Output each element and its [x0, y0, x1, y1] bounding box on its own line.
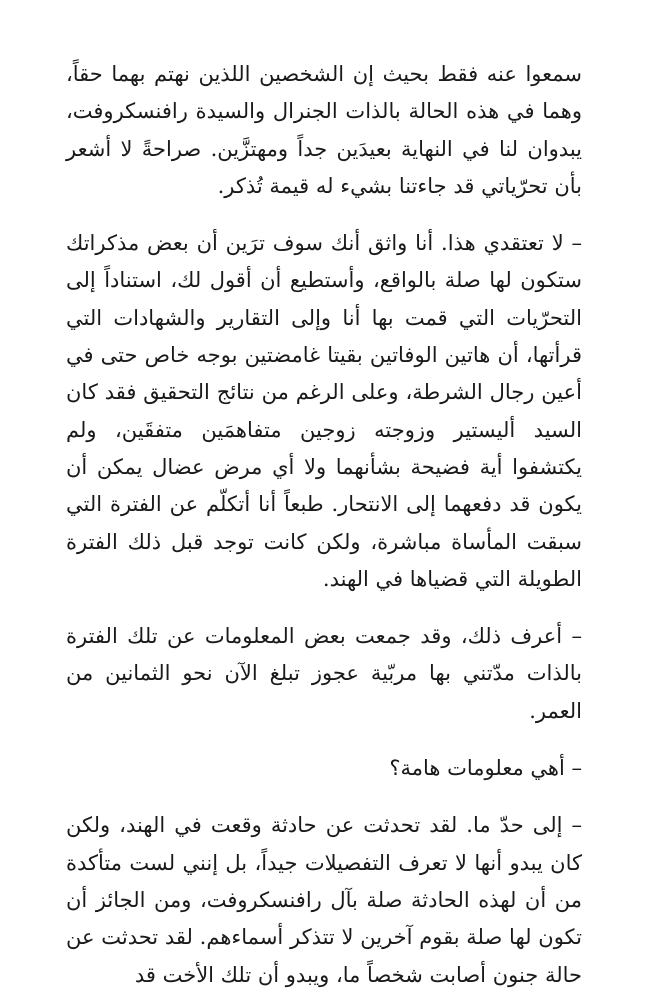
paragraph-3: – أعرف ذلك، وقد جمعت بعض المعلومات عن تلك الفترة بالذات مدّتني بها مربّية عجوز تبلغ الآن نحو الثمانين من العمر. [66, 624, 582, 723]
paragraph-4: – أهي معلومات هامة؟ [389, 756, 582, 781]
paragraph-5: – إلى حدّ ما. لقد تحدثت عن حادثة وقعت في الهند، ولكن كان يبدو أنها لا تعرف التفصيلات جيداً، بل إنني لست متأكدة من أن لهذه الحادثة صلة بآل رافنسكروفت، ومن الجائز أن تكون لها صلة بقوم آخرين لا تتذكر أسماءهم. لقد تحدثت عن حالة جنون أصابت شخصاً ما، ويبدو أن تلك الأخت قد [66, 813, 582, 987]
paragraph-2: – لا تعتقدي هذا. أنا واثق أنك سوف ترَين أن بعض مذكراتك ستكون لها صلة بالواقع، وأستطيع أن أقول لك، استناداً إلى التحرّيات التي قمت بها أنا وإلى التقارير والشهادات التي قرأتها، أن هاتين الوفاتين بقيتا غامضتين بوجه خاص حتى في أعين رجال الشرطة، وعلى الرغم من نتائج التحقيق فقد كان السيد أليستير وزوجته زوجين متفاهمَين متفقَين، ولم يكتشفوا أية فضيحة بشأنهما ولا أي مرض عضال يمكن أن يكون قد دفعهما إلى الانتحار. طبعاً أنا أتكلّم عن الفترة التي سبقت المأساة مباشرة، ولكن كانت توجد قبل ذلك الفترة الطويلة التي قضياها في الهند. [66, 231, 583, 591]
paragraph-1: سمعوا عنه فقط بحيث إن الشخصين اللذين نهتم بهما حقاً، وهما في هذه الحالة بالذات الجنرال والسيدة رافنسكروفت، يبدوان لنا في النهاية بعيدَين جداً ومهتزَّين. صراحةً لا أشعر بأن تحرّياتي قد جاءتنا بشيء له قيمة تُذكر. [66, 62, 582, 198]
book-page [66, 56, 582, 994]
